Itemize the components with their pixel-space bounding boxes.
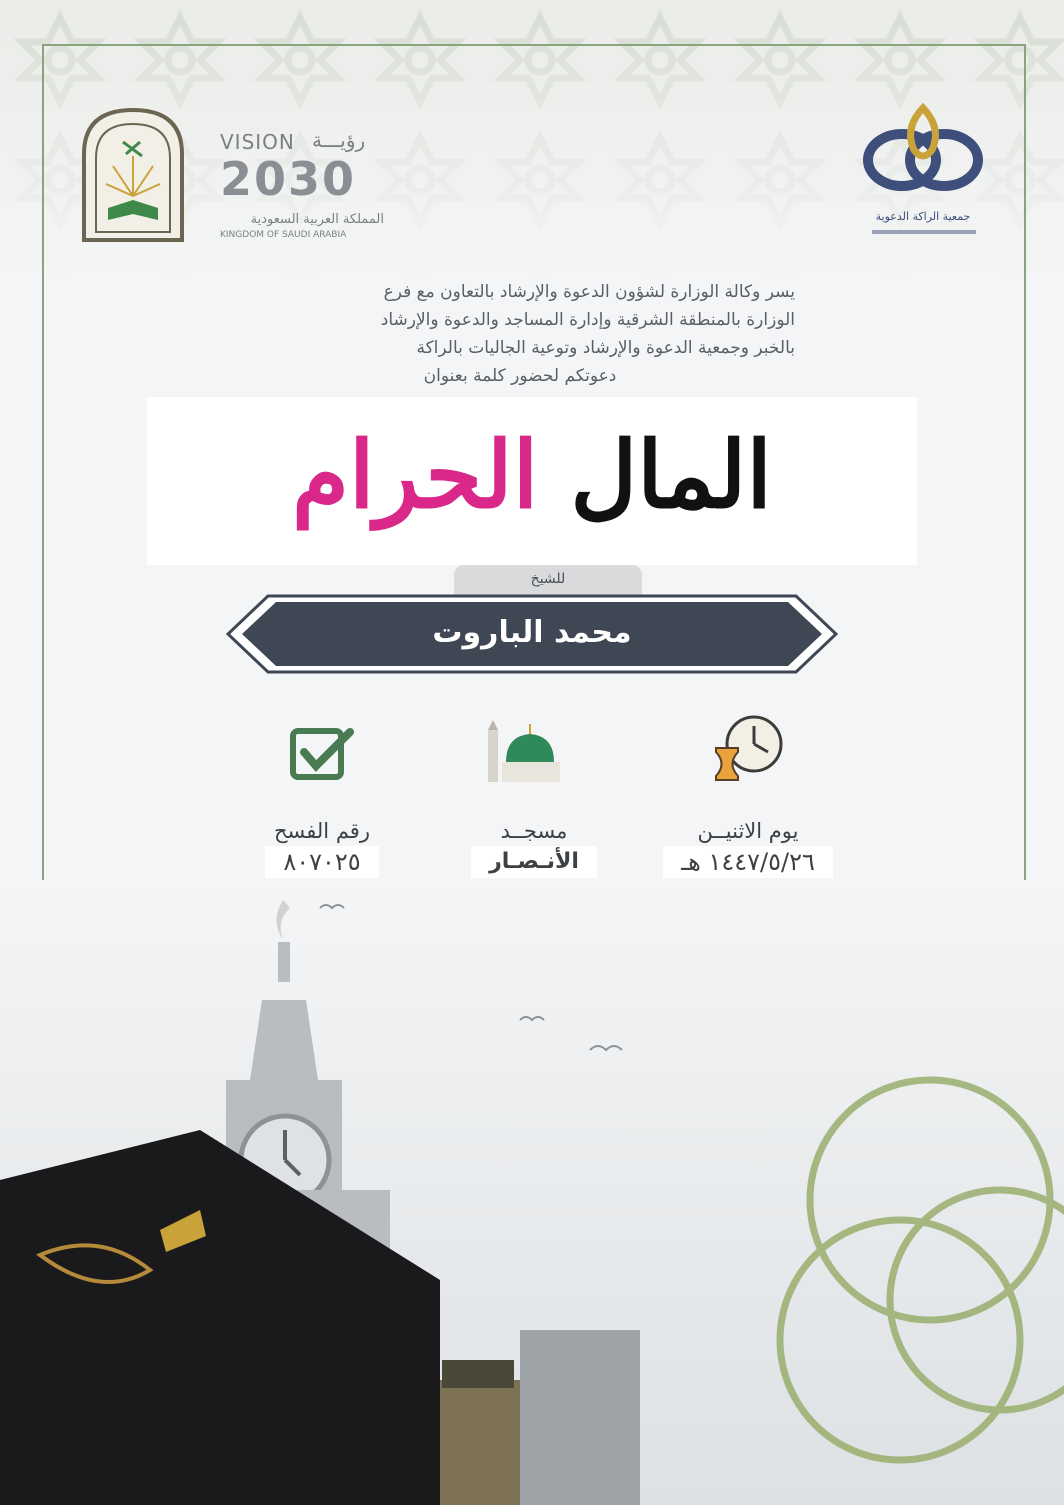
lecture-title (147, 415, 917, 535)
invitation-line-3: بالخبر وجمعية الدعوة والإرشاد وتوعية الجاليات بالراكة (416, 338, 795, 358)
association-emblem-icon (862, 100, 984, 204)
mosque-label: مسجــد (500, 819, 568, 843)
makkah-scene-illustration (0, 880, 1064, 1505)
association-name: جمعية الراكة الدعوية (875, 210, 971, 223)
vision-2030-logo (220, 128, 390, 246)
invitation-text (265, 278, 795, 390)
permit-number: ٨٠٧٠٢٥ (265, 846, 378, 878)
kingdom-en-text: KINGDOM OF SAUDI ARABIA (220, 230, 347, 240)
mosque-name: الأنـصـار (471, 846, 597, 878)
title-word-2: الحرام (292, 421, 539, 529)
permit-block (234, 816, 410, 878)
permit-label: رقم الفسح (274, 819, 370, 843)
check-box-icon (290, 726, 356, 782)
association-logo (858, 100, 988, 250)
invitation-line-4: دعوتكم لحضور كلمة بعنوان (423, 366, 617, 386)
clock-hourglass-icon (712, 712, 786, 782)
mosque-block (454, 816, 614, 878)
lecture-title-box (147, 397, 917, 565)
speaker-name: محمد الباروت (432, 615, 632, 650)
invitation-line-1: يسر وكالة الوزارة لشؤون الدعوة والإرشاد بالتعاون مع فرع (383, 282, 795, 302)
title-word-1: المال (570, 421, 772, 529)
vision-year: 2030 (220, 152, 357, 206)
day-label: يوم الاثنيــن (697, 819, 799, 843)
invitation-line-2: الوزارة بالمنطقة الشرقية وإدارة المساجد والدعوة والإرشاد (380, 310, 795, 330)
kingdom-ar-text: المملكة العربية السعودية (250, 212, 384, 227)
speaker-prefix: للشيخ (454, 565, 642, 599)
vision-ar-text: رؤيـــة (312, 128, 366, 152)
hijri-date: ١٤٤٧/٥/٢٦ هـ (663, 846, 833, 878)
ministry-emblem-logo (78, 104, 188, 244)
vision-en-text: VISION (220, 130, 295, 154)
mosque-dome-icon (486, 716, 562, 782)
